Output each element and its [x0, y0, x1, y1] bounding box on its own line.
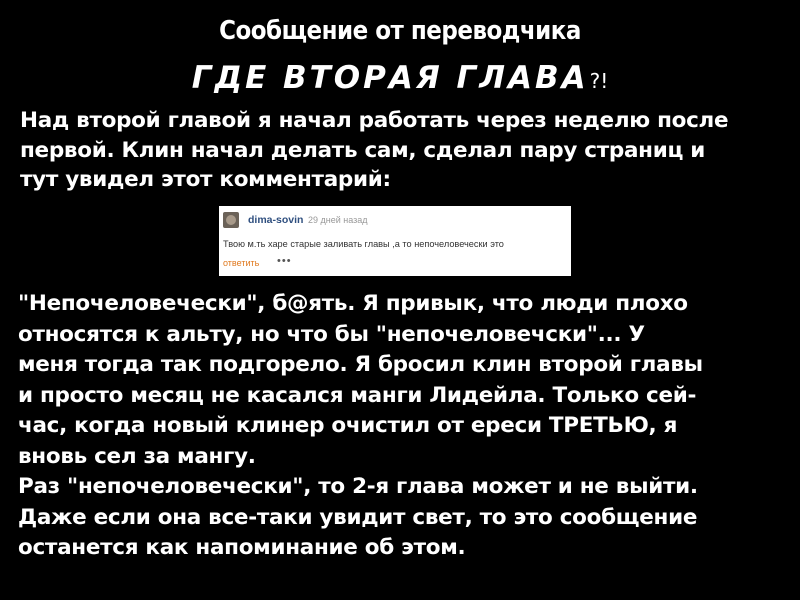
intro-paragraph: Над второй главой я начал работать через неделю после первой. Клин начал делать сам, сделал пару страниц и тут увидел этот комментарий:	[20, 108, 729, 192]
comment-screenshot	[219, 206, 571, 276]
header-title-marks: ?!	[589, 69, 609, 93]
main-paragraph: "Непочеловечески", б@ять. Я привык, что люди плохо относятся к альту, но что бы "непочеловечски"... У меня тогда так подгорело. Я бросил клин второй главы и просто месяц не касался манги Лидейла. Только сей- час, когда новый клинер очистил от ереси ТРЕТЬЮ, я вновь сел за мангу. Раз "непочеловечески", то 2-я глава может и не выйти. Даже если она все-таки увидит свет, то это сообщение останется как напоминание об этом.	[18, 291, 703, 560]
header-title	[0, 60, 800, 96]
comment-timestamp: 29 дней назад	[308, 215, 368, 225]
comment-text: Твою м.ть харе старые заливать главы ,а то непочеловечески это	[223, 239, 504, 249]
more-options-icon[interactable]: •••	[277, 255, 292, 267]
comment-author[interactable]: dima-sovin	[248, 214, 304, 226]
header-label: Сообщение от переводчика	[219, 16, 581, 46]
header-title-text: ГДЕ ВТОРАЯ ГЛАВА	[191, 60, 589, 96]
reply-link[interactable]: ответить	[223, 258, 260, 268]
user-avatar-icon	[223, 212, 239, 228]
